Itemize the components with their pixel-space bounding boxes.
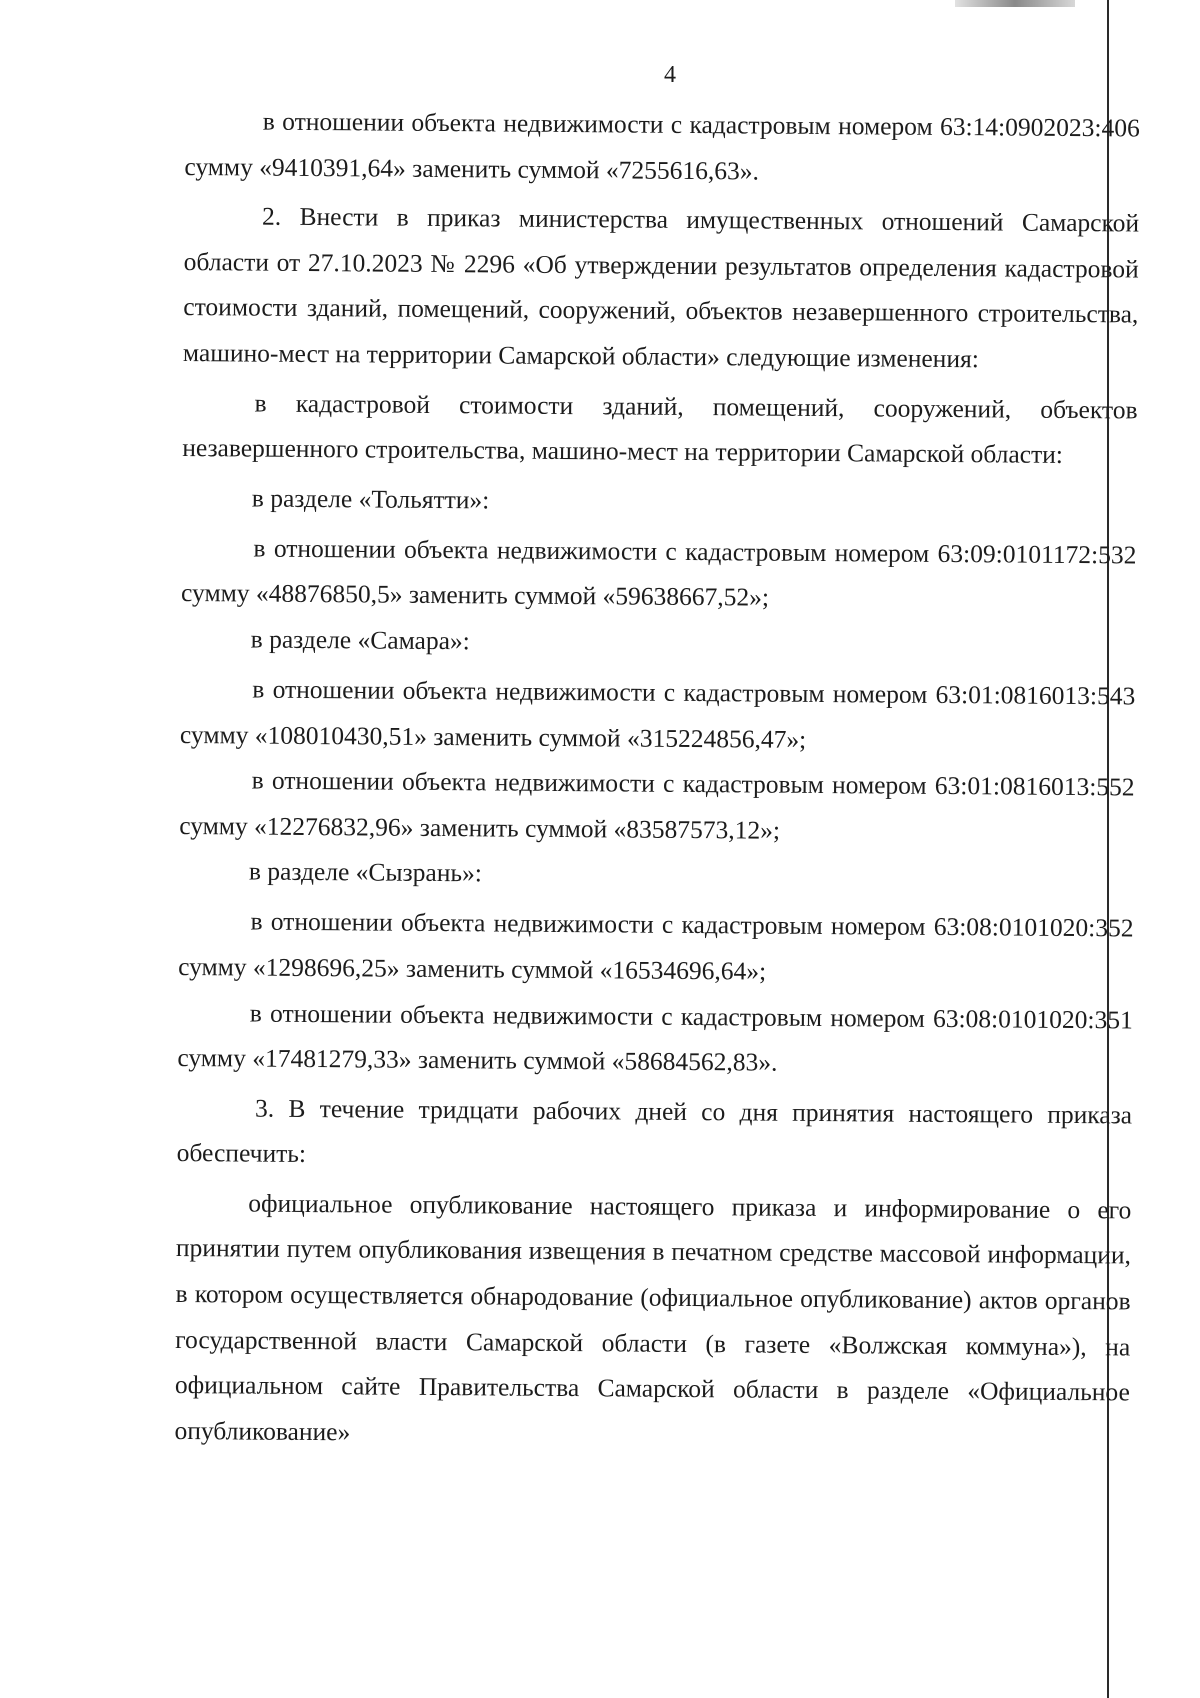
scan-artifact xyxy=(955,0,1075,7)
section-heading-syzran: в разделе «Сызрань»: xyxy=(248,856,482,888)
section-heading-samara: в разделе «Самара»: xyxy=(250,624,470,656)
paragraph-item-2: 2. Внести в приказ министерства имущественных отношений Самарской области от 27.10.2023 № 2296 «Об утверждении результатов определения кадастровой стоимости зданий, помещений, сооружений, объектов незавершенного строительства, машино-мест на территории Самарской области» следующие изменения: xyxy=(182,201,1140,374)
paragraph-8: в отношении объекта недвижимости с кадастровым номером 63:08:0101020:351 сумму «17481279,33» заменить суммой «58684562,83». xyxy=(177,998,1133,1077)
section-heading-tolyatti: в разделе «Тольятти»: xyxy=(251,483,490,515)
paragraph-4: в отношении объекта недвижимости с кадастровым номером 63:09:0101172:532 сумму «48876850,5» заменить суммой «59638667,52»; xyxy=(180,533,1137,612)
page-number: 4 xyxy=(664,62,676,88)
document-body xyxy=(174,98,1140,1461)
paragraph-item-3: 3. В течение тридцати рабочих дней со дня принятия настоящего приказа обеспечить: xyxy=(176,1093,1133,1169)
paragraph-1: в отношении объекта недвижимости с кадастровым номером 63:14:0902023:406 сумму «9410391,64» заменить суммой «7255616,63». xyxy=(184,106,1140,186)
paragraph-3: в кадастровой стоимости зданий, помещений, сооружений, объектов незавершенного строительства, машино-мест на территории Самарской области: xyxy=(182,388,1138,470)
paragraph-5: в отношении объекта недвижимости с кадастровым номером 63:01:0816013:543 сумму «108010430,51» заменить суммой «315224856,47»; xyxy=(179,674,1136,754)
paragraph-10: официальное опубликование настоящего приказа и информирование о его принятии путем опубликования извещения в печатном средстве массовой информации, в котором осуществляется обнародование (официальное опубликование) актов органов государственной власти Самарской области (в газете «Волжская коммуна»), на официальном сайте Правительства Самарской области в разделе «Официальное опубликование» xyxy=(174,1188,1132,1447)
paragraph-7: в отношении объекта недвижимости с кадастровым номером 63:08:0101020:352 сумму «1298696,25» заменить суммой «16534696,64»; xyxy=(178,906,1134,986)
paragraph-6: в отношении объекта недвижимости с кадастровым номером 63:01:0816013:552 сумму «12276832,96» заменить суммой «83587573,12»; xyxy=(179,765,1135,845)
